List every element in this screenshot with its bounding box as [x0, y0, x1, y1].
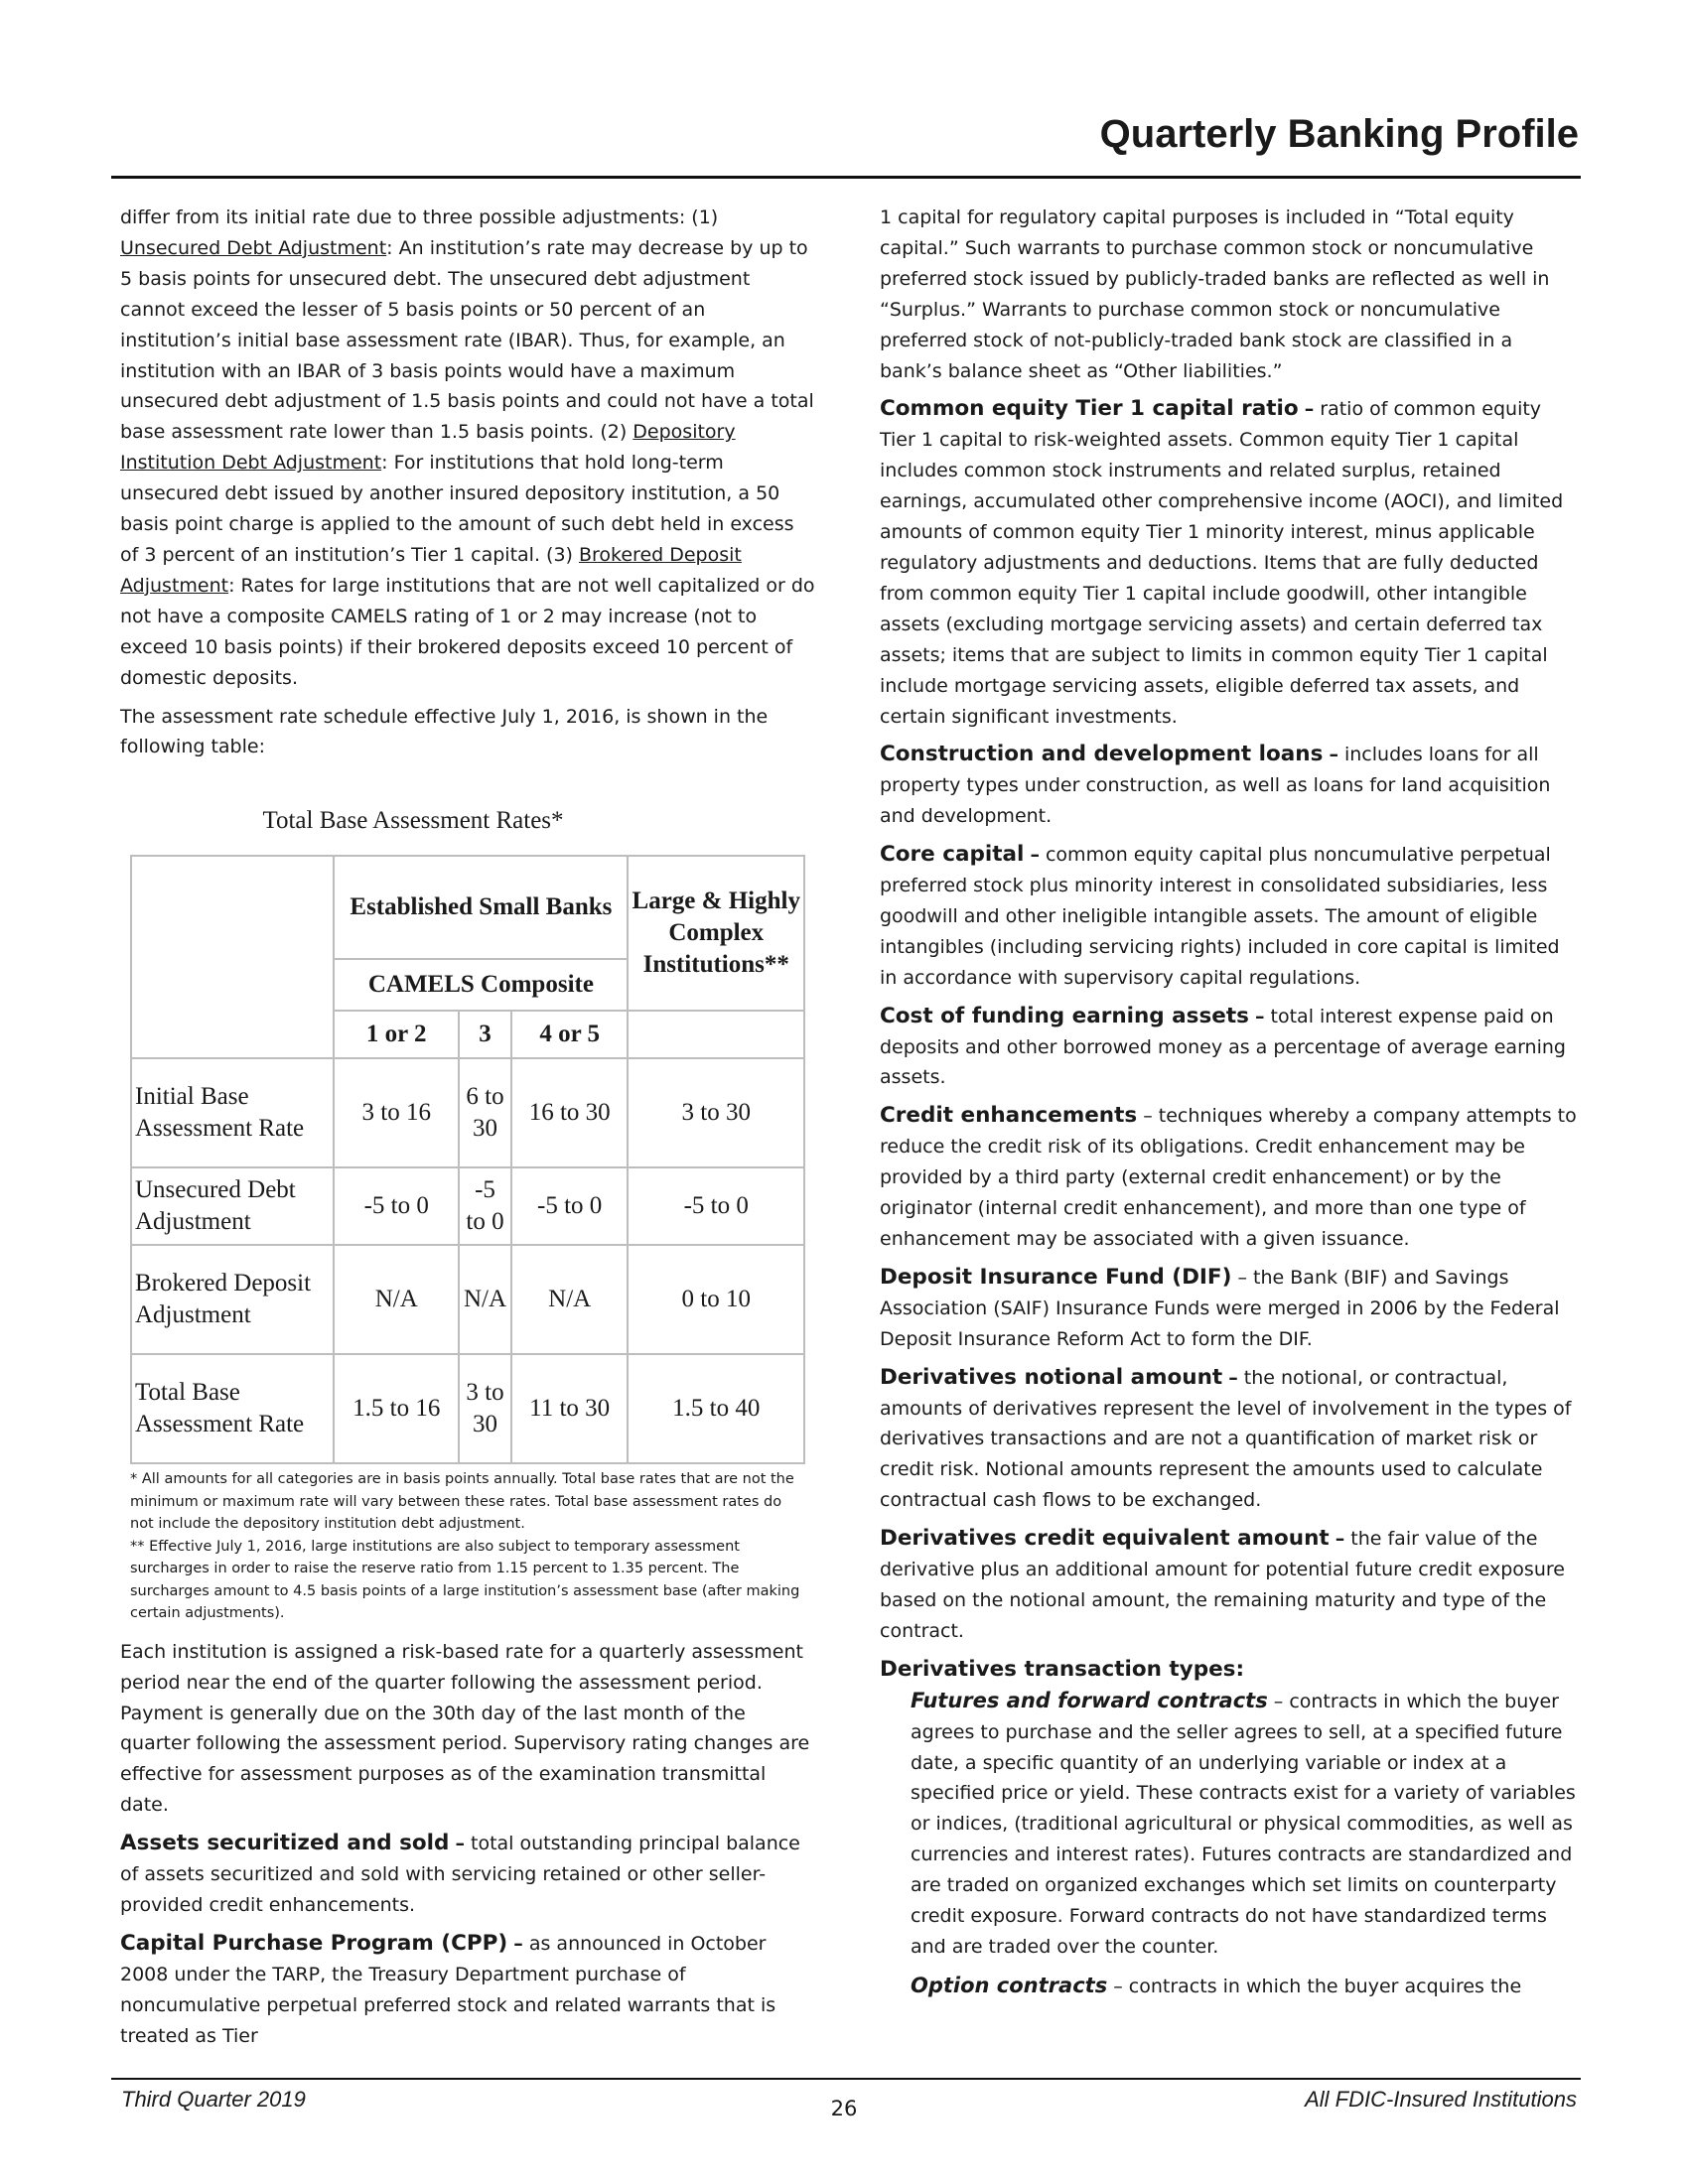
row-label: Unsecured Debt Adjustment	[131, 1167, 334, 1245]
table-cell: 16 to 30	[511, 1058, 629, 1167]
header-rule	[111, 176, 1581, 179]
em-dash: –	[455, 1833, 465, 1855]
table-cell: -5 to 0	[334, 1167, 459, 1245]
unsecured-debt-adjustment-term: Unsecured Debt Adjustment	[120, 236, 387, 259]
definition-text: common equity capital plus noncumulative perpetual preferred stock plus minority interest in consolidated subsidiaries, less goodwill and other ineligible intangible assets. The amount of eligible intangibles (including servicing rights) included in core capital is limited in accordance with supervisory capital regulations.	[880, 844, 1560, 989]
page-header-title: Quarterly Banking Profile	[1099, 112, 1579, 156]
table-cell: 3 to 30	[459, 1354, 511, 1463]
cpp-continuation-paragraph: 1 capital for regulatory capital purposes is included in “Total equity capital.” Such warrants to purchase common stock or noncumulative preferred stock issued by publicly-traded banks are reflected as well in “Surplus.” Warrants to purchase common stock or noncumulative preferred stock of not-publicly-traded bank stock are classified in a bank’s balance sheet as “Other liabilities.”	[880, 206, 1550, 382]
header-blank-cell	[628, 1011, 804, 1058]
text-span: : An institution’s rate may decrease by up to 5 basis points for unsecured debt. The unsecured debt adjustment cannot exceed the lesser of 5 basis points or 50 percent of an institution’s initial base assessment rate (IBAR). Thus, for example, an institution with an IBAR of 3 basis points would have a maximum unsecured debt adjustment of 1.5 basis points and could not have a total base assessment rate lower than 1.5 basis points. (2)	[120, 236, 814, 444]
row-label: Brokered Deposit Adjustment	[131, 1245, 334, 1354]
table-header-row	[131, 856, 804, 959]
header-col-3: 3	[459, 1011, 511, 1058]
definition-text: as announced in October 2008 under the TARP, the Treasury Department purchase of noncumulative perpetual preferred stock and related warrants that is treated as Tier	[120, 1932, 776, 2047]
depository-debt-adjustment-term: Depository Institution Debt Adjustment	[120, 421, 736, 475]
term-label: Construction and development loans	[880, 742, 1324, 767]
table-row	[131, 1245, 804, 1354]
term-label: Derivatives transaction types:	[880, 1656, 1245, 1682]
text-span: : For institutions that hold long-term unsecured debt issued by another insured depository institution, a 50 basis point charge is applied to the amount of such debt held in excess of 3 percent of an institution’s Tier 1 capital. (3)	[120, 452, 794, 566]
schedule-intro-paragraph: The assessment rate schedule effective July 1, 2016, is shown in the following table:	[120, 705, 769, 758]
em-dash: –	[1335, 1528, 1345, 1551]
table-cell: 0 to 10	[628, 1245, 804, 1354]
table-row	[131, 1167, 804, 1245]
table-row	[131, 1354, 804, 1463]
definition-text: ratio of common equity Tier 1 capital to risk-weighted assets. Common equity Tier 1 capital includes common stock instruments and related surplus, retained earnings, accumulated other comprehensive income (AOCI), and limited amounts of common equity Tier 1 minority interest, minus applicable regulatory adjustments and deductions. Items that are fully deducted from common equity Tier 1 capital include goodwill, other intangible assets (excluding mortgage servicing assets) and certain deferred tax assets; items that are subject to limits in common equity Tier 1 capital include mortgage servicing assets, eligible deferred tax assets, and certain significant investments.	[880, 398, 1564, 728]
rate-assignment-paragraph: Each institution is assigned a risk-based rate for a quarterly assessment period near the end of the quarter following the assessment period. Payment is generally due on the 30th day of the last month of the quarter following the assessment period. Supervisory rating changes are effective for assessment purposes as of the examination transmittal date.	[120, 1640, 810, 1817]
table-cell: 3 to 16	[334, 1058, 459, 1167]
term-label: Option contracts	[911, 1973, 1108, 1997]
table-cell: N/A	[511, 1245, 629, 1354]
term-label: Common equity Tier 1 capital ratio	[880, 396, 1299, 422]
term-label: Deposit Insurance Fund (DIF)	[880, 1264, 1232, 1290]
em-dash: –	[1113, 1975, 1123, 1997]
header-camels: CAMELS Composite	[334, 959, 628, 1011]
table-cell: 1.5 to 16	[334, 1354, 459, 1463]
em-dash: –	[1237, 1266, 1247, 1289]
em-dash: –	[1273, 1690, 1284, 1712]
em-dash: –	[1228, 1366, 1238, 1389]
table-cell: N/A	[459, 1245, 511, 1354]
brokered-deposit-adjustment-term: Brokered Deposit Adjustment	[120, 543, 742, 597]
definition-text: the notional, or contractual, amounts of derivatives represent the level of involvement in the types of derivatives transactions and are not a quantification of market risk or credit risk. Notional amounts represent the amounts used to calculate contractual cash flows to be exchanged.	[880, 1366, 1572, 1512]
table-cell: -5 to 0	[459, 1167, 511, 1245]
row-label: Total Base Assessment Rate	[131, 1354, 334, 1463]
footnote-1: * All amounts for all categories are in basis points annually. Total base rates that are not the minimum or maximum rate will vary between these rates. Total base assessment rates do not include the depository institution debt adjustment.	[130, 1471, 794, 1533]
term-label: Capital Purchase Program (CPP)	[120, 1930, 508, 1956]
adjustments-paragraph	[120, 203, 815, 694]
definition-credit-enhancements	[880, 1101, 1580, 1255]
footer-quarter: Third Quarter 2019	[121, 2087, 306, 2112]
em-dash: –	[1254, 1005, 1265, 1027]
term-label: Futures and forward contracts	[911, 1688, 1268, 1712]
definition-credit-equivalent	[880, 1524, 1580, 1647]
definition-text: total interest expense paid on deposits and other borrowed money as a percentage of average earning assets.	[880, 1005, 1566, 1089]
text-span: : Rates for large institutions that are not well capitalized or do not have a composite CAMELS rating of 1 or 2 may increase (not to exceed 10 basis points) if their brokered deposits exceed 10 percent of domestic deposits.	[120, 574, 815, 689]
table-cell: N/A	[334, 1245, 459, 1354]
definition-text: techniques whereby a company attempts to reduce the credit risk of its obligations. Credit enhancement may be provided by a third party (external credit enhancement) or by the originator (internal credit enhancement), and more than one type of enhancement may be associated with a given issuance.	[880, 1105, 1577, 1250]
text-span: differ from its initial rate due to three possible adjustments: (1)	[120, 206, 719, 228]
row-label: Initial Base Assessment Rate	[131, 1058, 334, 1167]
table-row	[131, 1058, 804, 1167]
em-dash: –	[1143, 1105, 1153, 1128]
definition-cet1	[880, 394, 1580, 732]
page-number: 26	[830, 2097, 858, 2120]
table-title: Total Base Assessment Rates*	[262, 807, 564, 835]
definition-text: total outstanding principal balance of assets securitized and sold with servicing retained or other seller-provided credit enhancements.	[120, 1833, 800, 1916]
definition-notional-amount	[880, 1363, 1580, 1517]
term-label: Credit enhancements	[880, 1103, 1138, 1129]
table-cell: -5 to 0	[511, 1167, 629, 1245]
table-cell: 11 to 30	[511, 1354, 629, 1463]
header-small-banks: Established Small Banks	[334, 856, 628, 959]
header-col-4or5: 4 or 5	[511, 1011, 629, 1058]
definition-core-capital	[880, 840, 1580, 994]
table-cell: 1.5 to 40	[628, 1354, 804, 1463]
definition-text: includes loans for all property types under construction, as well as loans for land acquisition and development.	[880, 744, 1551, 828]
em-dash: –	[1030, 844, 1040, 867]
derivatives-types-heading	[880, 1655, 1580, 1686]
term-label: Assets securitized and sold	[120, 1831, 450, 1856]
assessment-rates-table	[130, 855, 805, 1464]
definition-text: the fair value of the derivative plus an additional amount for potential future credit exposure based on the notional amount, the remaining maturity and type of the contract.	[880, 1528, 1565, 1642]
table-footnotes	[130, 1468, 805, 1625]
definition-option-contracts	[880, 1971, 1580, 2002]
em-dash: –	[513, 1932, 523, 1955]
definition-text: contracts in which the buyer acquires the	[1128, 1975, 1522, 1997]
em-dash: –	[1304, 398, 1315, 421]
definition-futures-forwards	[880, 1686, 1580, 1963]
footnote-2: ** Effective July 1, 2016, large institutions are also subject to temporary assessment surcharges in order to raise the reserve ratio from 1.15 percent to 1.35 percent. The surcharges amount to 4.5 basis points of a large institution’s assessment base (after making certain adjustments).	[130, 1538, 800, 1622]
definition-cost-of-funding	[880, 1002, 1580, 1094]
em-dash: –	[1329, 744, 1338, 766]
left-column	[120, 203, 815, 2060]
term-label: Cost of funding earning assets	[880, 1003, 1249, 1028]
table-cell: 3 to 30	[628, 1058, 804, 1167]
definition-cpp	[120, 1929, 815, 2052]
definition-text: contracts in which the buyer agrees to purchase and the seller agrees to sell, at a specified future date, a specific quantity of an underlying variable or index at a specified price or yield. These contracts exist for a variety of variables or indices, (traditional agricultural or physical commodities, as well as currencies and interest rates). Futures contracts are standardized and are traded on organized exchanges which set limits on counterparty credit exposure. Forward contracts do not have standardized terms and are traded over the counter.	[911, 1690, 1576, 1958]
header-col-1or2: 1 or 2	[334, 1011, 459, 1058]
footer-scope: All FDIC-Insured Institutions	[1305, 2087, 1577, 2112]
definition-text: the Bank (BIF) and Savings Association (SAIF) Insurance Funds were merged in 2006 by the Federal Deposit Insurance Reform Act to form the DIF.	[880, 1266, 1560, 1350]
footer-rule	[111, 2078, 1581, 2080]
term-label: Derivatives credit equivalent amount	[880, 1526, 1330, 1552]
definition-construction-loans	[880, 740, 1580, 832]
header-large-institutions: Large & Highly Complex Institutions**	[628, 856, 804, 1011]
table-cell: -5 to 0	[628, 1167, 804, 1245]
right-column	[880, 203, 1580, 2010]
table-cell: 6 to 30	[459, 1058, 511, 1167]
definition-assets-securitized	[120, 1829, 815, 1921]
definition-dif	[880, 1263, 1580, 1355]
term-label: Derivatives notional amount	[880, 1364, 1223, 1390]
header-blank-cell	[131, 856, 334, 1058]
term-label: Core capital	[880, 842, 1025, 868]
